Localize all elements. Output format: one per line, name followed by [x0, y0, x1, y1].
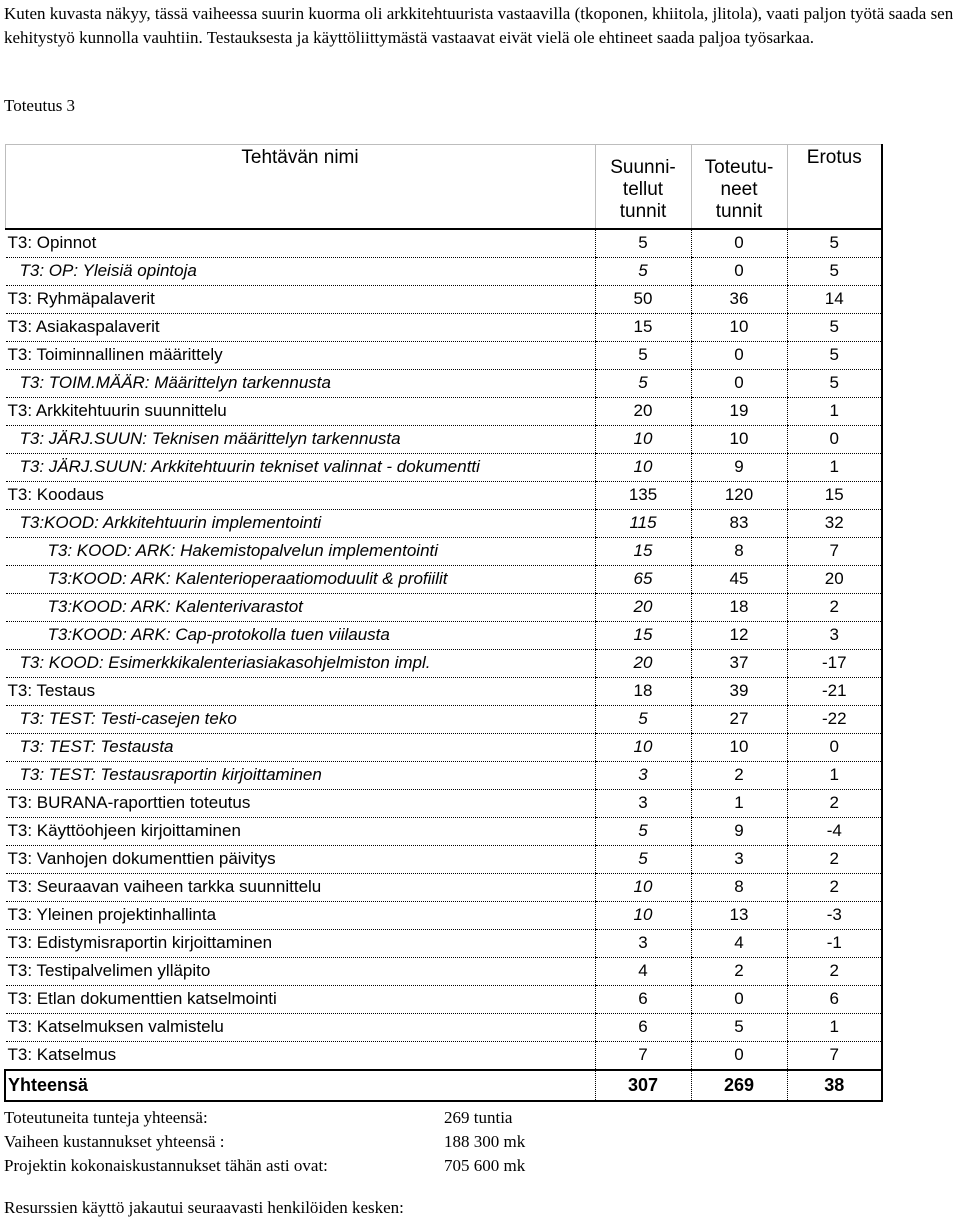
task-name-cell: T3: TEST: Testausta — [5, 733, 595, 761]
table-header-row — [5, 145, 882, 229]
actual-hours-cell: 27 — [691, 705, 787, 733]
table-row — [5, 537, 882, 565]
difference-cell: 0 — [787, 733, 882, 761]
planned-hours-cell: 4 — [595, 957, 691, 985]
difference-cell: 14 — [787, 285, 882, 313]
task-name-cell: T3:KOOD: Arkkitehtuurin implementointi — [5, 509, 595, 537]
actual-hours-cell: 83 — [691, 509, 787, 537]
planned-hours-cell: 10 — [595, 425, 691, 453]
actual-hours-cell: 39 — [691, 677, 787, 705]
cost-summary — [4, 1106, 644, 1178]
planned-hours-cell: 10 — [595, 873, 691, 901]
planned-hours-cell: 50 — [595, 285, 691, 313]
planned-hours-cell: 10 — [595, 733, 691, 761]
task-name-cell: T3: BURANA-raporttien toteutus — [5, 789, 595, 817]
planned-hours-cell: 7 — [595, 1041, 691, 1070]
difference-cell: 20 — [787, 565, 882, 593]
actual-hours-cell: 8 — [691, 537, 787, 565]
task-name-cell: T3: Seuraavan vaiheen tarkka suunnittelu — [5, 873, 595, 901]
difference-cell: -3 — [787, 901, 882, 929]
actual-hours-cell: 37 — [691, 649, 787, 677]
table-row — [5, 565, 882, 593]
table-row — [5, 285, 882, 313]
actual-hours-cell: 0 — [691, 985, 787, 1013]
task-name-cell: T3: Katselmuksen valmistelu — [5, 1013, 595, 1041]
actual-hours-cell: 9 — [691, 817, 787, 845]
table-row — [5, 817, 882, 845]
actual-hours-cell: 36 — [691, 285, 787, 313]
planned-hours-cell: 115 — [595, 509, 691, 537]
difference-cell: 7 — [787, 1041, 882, 1070]
planned-hours-cell: 10 — [595, 901, 691, 929]
summary-row — [4, 1106, 644, 1130]
difference-cell: 2 — [787, 845, 882, 873]
task-name-cell: T3: KOOD: ARK: Hakemistopalvelun implementointi — [5, 537, 595, 565]
planned-hours-cell: 20 — [595, 593, 691, 621]
header-difference: Erotus — [787, 145, 882, 229]
planned-hours-cell: 15 — [595, 621, 691, 649]
table-row — [5, 677, 882, 705]
task-name-cell: T3: TEST: Testausraportin kirjoittaminen — [5, 761, 595, 789]
total-planned: 307 — [595, 1070, 691, 1101]
task-name-cell: T3: Yleinen projektinhallinta — [5, 901, 595, 929]
actual-hours-cell: 5 — [691, 1013, 787, 1041]
difference-cell: -1 — [787, 929, 882, 957]
header-actual-hours: Toteutu- neet tunnit — [691, 145, 787, 229]
task-name-cell: T3: Opinnot — [5, 229, 595, 258]
planned-hours-cell: 20 — [595, 649, 691, 677]
task-name-cell: T3: Käyttöohjeen kirjoittaminen — [5, 817, 595, 845]
summary-row — [4, 1154, 644, 1178]
total-actual: 269 — [691, 1070, 787, 1101]
planned-hours-cell: 6 — [595, 1013, 691, 1041]
total-difference: 38 — [787, 1070, 882, 1101]
actual-hours-cell: 10 — [691, 313, 787, 341]
task-name-cell: T3:KOOD: ARK: Kalenterioperaatiomoduulit & profiilit — [5, 565, 595, 593]
table-row — [5, 761, 882, 789]
difference-cell: 6 — [787, 985, 882, 1013]
planned-hours-cell: 3 — [595, 929, 691, 957]
actual-hours-cell: 8 — [691, 873, 787, 901]
planned-hours-cell: 18 — [595, 677, 691, 705]
actual-hours-cell: 2 — [691, 957, 787, 985]
section-title: Toteutus 3 — [4, 96, 76, 115]
difference-cell: 7 — [787, 537, 882, 565]
table-row — [5, 481, 882, 509]
header-task-name: Tehtävän nimi — [5, 145, 595, 229]
summary-label: Projektin kokonaiskustannukset tähän asti ovat: — [4, 1156, 328, 1175]
actual-hours-cell: 9 — [691, 453, 787, 481]
difference-cell: 3 — [787, 621, 882, 649]
table-row — [5, 1013, 882, 1041]
summary-value: 269 tuntia — [444, 1108, 513, 1127]
difference-cell: -22 — [787, 705, 882, 733]
actual-hours-cell: 19 — [691, 397, 787, 425]
task-name-cell: T3:KOOD: ARK: Kalenterivarastot — [5, 593, 595, 621]
planned-hours-cell: 5 — [595, 817, 691, 845]
table-row — [5, 229, 882, 258]
actual-hours-cell: 0 — [691, 257, 787, 285]
table-row — [5, 705, 882, 733]
actual-hours-cell: 120 — [691, 481, 787, 509]
actual-hours-cell: 12 — [691, 621, 787, 649]
actual-hours-cell: 0 — [691, 229, 787, 258]
table-row — [5, 425, 882, 453]
difference-cell: 5 — [787, 313, 882, 341]
planned-hours-cell: 5 — [595, 369, 691, 397]
table-row — [5, 453, 882, 481]
hours-table — [4, 144, 883, 1102]
total-row — [5, 1070, 882, 1101]
difference-cell: 2 — [787, 957, 882, 985]
table-row — [5, 845, 882, 873]
task-name-cell: T3: Arkkitehtuurin suunnittelu — [5, 397, 595, 425]
planned-hours-cell: 20 — [595, 397, 691, 425]
actual-hours-cell: 0 — [691, 341, 787, 369]
task-name-cell: T3: TOIM.MÄÄR: Määrittelyn tarkennusta — [5, 369, 595, 397]
planned-hours-cell: 15 — [595, 537, 691, 565]
difference-cell: 1 — [787, 761, 882, 789]
difference-cell: 0 — [787, 425, 882, 453]
planned-hours-cell: 5 — [595, 341, 691, 369]
table-row — [5, 369, 882, 397]
summary-label: Vaiheen kustannukset yhteensä : — [4, 1132, 225, 1151]
task-name-cell: T3: OP: Yleisiä opintoja — [5, 257, 595, 285]
actual-hours-cell: 10 — [691, 425, 787, 453]
actual-hours-cell: 0 — [691, 1041, 787, 1070]
difference-cell: 1 — [787, 453, 882, 481]
table-row — [5, 1041, 882, 1070]
actual-hours-cell: 10 — [691, 733, 787, 761]
table-row — [5, 649, 882, 677]
difference-cell: -17 — [787, 649, 882, 677]
task-name-cell: T3: Edistymisraportin kirjoittaminen — [5, 929, 595, 957]
task-name-cell: T3: Ryhmäpalaverit — [5, 285, 595, 313]
table-row — [5, 957, 882, 985]
task-name-cell: T3: Vanhojen dokumenttien päivitys — [5, 845, 595, 873]
planned-hours-cell: 65 — [595, 565, 691, 593]
difference-cell: 2 — [787, 593, 882, 621]
table-row — [5, 901, 882, 929]
resources-intro: Resurssien käyttö jakautui seuraavasti henkilöiden kesken: — [4, 1198, 404, 1217]
difference-cell: 5 — [787, 341, 882, 369]
difference-cell: 5 — [787, 369, 882, 397]
planned-hours-cell: 6 — [595, 985, 691, 1013]
difference-cell: 2 — [787, 873, 882, 901]
difference-cell: -21 — [787, 677, 882, 705]
difference-cell: 1 — [787, 1013, 882, 1041]
planned-hours-cell: 10 — [595, 453, 691, 481]
difference-cell: 1 — [787, 397, 882, 425]
difference-cell: 15 — [787, 481, 882, 509]
table-row — [5, 985, 882, 1013]
summary-label: Toteutuneita tunteja yhteensä: — [4, 1108, 208, 1127]
task-name-cell: T3: Toiminnallinen määrittely — [5, 341, 595, 369]
planned-hours-cell: 5 — [595, 257, 691, 285]
task-name-cell: T3: JÄRJ.SUUN: Teknisen määrittelyn tarkennusta — [5, 425, 595, 453]
actual-hours-cell: 45 — [691, 565, 787, 593]
task-name-cell: T3: Etlan dokumenttien katselmointi — [5, 985, 595, 1013]
intro-paragraph: Kuten kuvasta näkyy, tässä vaiheessa suurin kuorma oli arkkitehtuurista vastaavilla (tkoponen, khiitola, jlitola), vaati paljon työtä saada sen kehitystyö kunnolla vauhtiin. Testauksesta ja käyttöliittymästä vastaavat eivät vielä ole ehtineet saada paljoa työsarkaa. — [4, 4, 954, 47]
table-row — [5, 929, 882, 957]
table-row — [5, 313, 882, 341]
task-name-cell: T3: Koodaus — [5, 481, 595, 509]
table-row — [5, 593, 882, 621]
actual-hours-cell: 1 — [691, 789, 787, 817]
summary-row — [4, 1130, 644, 1154]
actual-hours-cell: 3 — [691, 845, 787, 873]
summary-value: 705 600 mk — [444, 1156, 526, 1175]
task-name-cell: T3: Testipalvelimen ylläpito — [5, 957, 595, 985]
table-row — [5, 733, 882, 761]
planned-hours-cell: 3 — [595, 789, 691, 817]
task-name-cell: T3: Asiakaspalaverit — [5, 313, 595, 341]
actual-hours-cell: 2 — [691, 761, 787, 789]
task-name-cell: T3: Katselmus — [5, 1041, 595, 1070]
actual-hours-cell: 13 — [691, 901, 787, 929]
difference-cell: 5 — [787, 257, 882, 285]
planned-hours-cell: 3 — [595, 761, 691, 789]
planned-hours-cell: 5 — [595, 229, 691, 258]
task-name-cell: T3: TEST: Testi-casejen teko — [5, 705, 595, 733]
table-row — [5, 341, 882, 369]
summary-value: 188 300 mk — [444, 1132, 526, 1151]
planned-hours-cell: 15 — [595, 313, 691, 341]
actual-hours-cell: 0 — [691, 369, 787, 397]
table-row — [5, 257, 882, 285]
difference-cell: 2 — [787, 789, 882, 817]
table-row — [5, 397, 882, 425]
table-row — [5, 873, 882, 901]
planned-hours-cell: 135 — [595, 481, 691, 509]
table-row — [5, 621, 882, 649]
difference-cell: -4 — [787, 817, 882, 845]
total-label: Yhteensä — [5, 1070, 595, 1101]
planned-hours-cell: 5 — [595, 705, 691, 733]
difference-cell: 32 — [787, 509, 882, 537]
actual-hours-cell: 4 — [691, 929, 787, 957]
planned-hours-cell: 5 — [595, 845, 691, 873]
difference-cell: 5 — [787, 229, 882, 258]
table-row — [5, 509, 882, 537]
task-name-cell: T3: JÄRJ.SUUN: Arkkitehtuurin tekniset valinnat - dokumentti — [5, 453, 595, 481]
table-row — [5, 789, 882, 817]
task-name-cell: T3: KOOD: Esimerkkikalenteriasiakasohjelmiston impl. — [5, 649, 595, 677]
header-planned-hours: Suunni- tellut tunnit — [595, 145, 691, 229]
actual-hours-cell: 18 — [691, 593, 787, 621]
task-name-cell: T3:KOOD: ARK: Cap-protokolla tuen viilausta — [5, 621, 595, 649]
task-name-cell: T3: Testaus — [5, 677, 595, 705]
